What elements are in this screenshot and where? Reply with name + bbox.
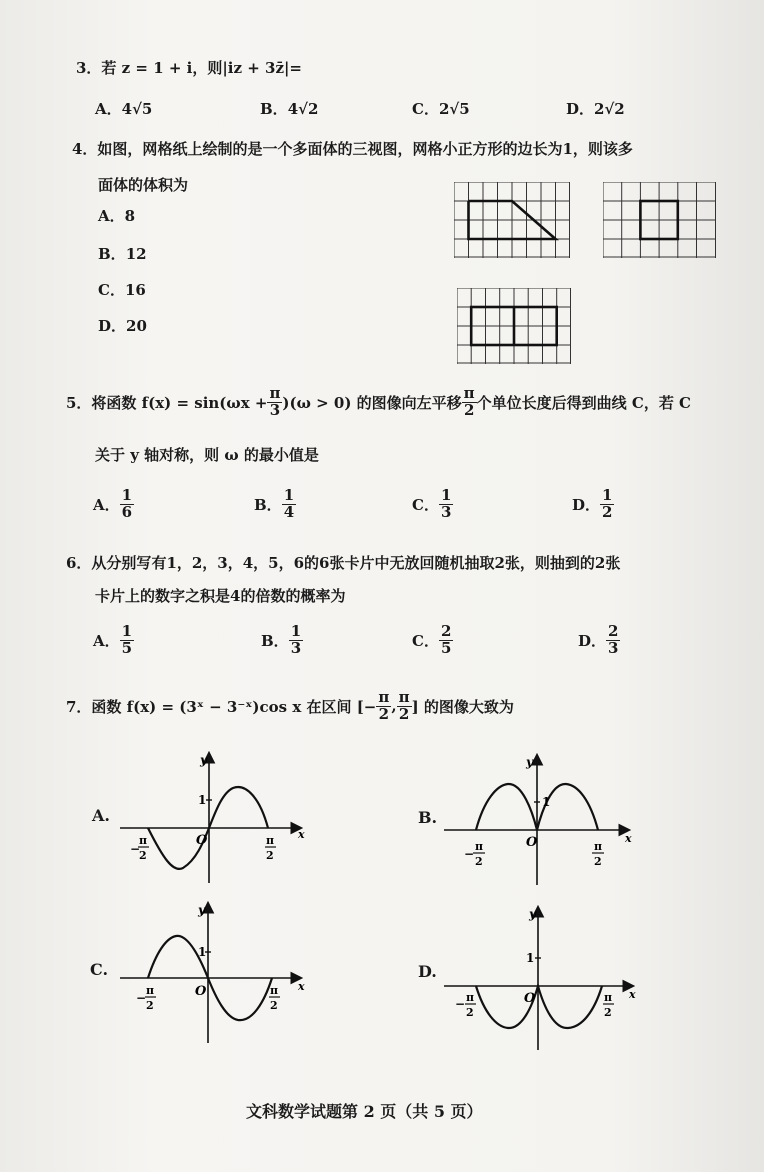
q6-stem-line1: 6．从分别写有1，2，3，4，5，6的6张卡片中无放回随机抽取2张，则抽到的2张 bbox=[66, 554, 621, 572]
q6-option-d: D． $\frac{2}{3}$ bbox=[578, 622, 619, 657]
q7-graph-a-label: A. bbox=[92, 806, 110, 825]
svg-text:x: x bbox=[298, 828, 305, 841]
q4-option-a: A．8 bbox=[98, 207, 136, 225]
q7-graph-d-label: D. bbox=[418, 962, 437, 981]
svg-text:π: π bbox=[475, 840, 484, 853]
svg-text:π: π bbox=[146, 984, 155, 997]
q7-graph-d bbox=[442, 902, 638, 1052]
svg-text:O: O bbox=[526, 835, 538, 850]
q3-option-d: D．2√2 bbox=[566, 100, 625, 118]
svg-text:O: O bbox=[195, 984, 207, 999]
q7-stem: 7．函数 f(x) = (3ˣ − 3⁻ˣ)cos x 在区间 [− $\frac{\pi}{2}$ , $\frac{\pi}{2}$ ] 的图像大致为 bbox=[66, 688, 514, 723]
q7-graph-c-label: C. bbox=[90, 960, 109, 979]
q5-fraction-pi-3: $\frac{\pi}{3}$ bbox=[269, 384, 281, 419]
q4-stem-line2: 面体的体积为 bbox=[98, 176, 189, 194]
q5-option-b: B． $\frac{1}{4}$ bbox=[254, 486, 295, 521]
svg-text:−: − bbox=[136, 991, 147, 1005]
top-view-grid bbox=[457, 288, 571, 364]
svg-text:1: 1 bbox=[198, 793, 207, 807]
q5-option-c: C． $\frac{1}{3}$ bbox=[412, 486, 452, 521]
svg-text:x: x bbox=[625, 832, 632, 845]
svg-text:x: x bbox=[629, 988, 636, 1001]
q6-option-b: B． $\frac{1}{3}$ bbox=[261, 622, 302, 657]
q3-stem: 3．若 z = 1 + i，则|iz + 3z̄|= bbox=[76, 59, 303, 77]
svg-text:2: 2 bbox=[266, 849, 274, 862]
svg-text:2: 2 bbox=[594, 855, 602, 868]
q4-stem-line1: 4．如图，网格纸上绘制的是一个多面体的三视图，网格小正方形的边长为1，则该多 bbox=[72, 140, 633, 158]
q7-graph-a bbox=[118, 748, 308, 888]
q5-option-a: A． $\frac{1}{6}$ bbox=[93, 486, 133, 521]
q3-option-a: A．4√5 bbox=[95, 100, 153, 118]
q4-option-b: B．12 bbox=[98, 245, 147, 263]
svg-text:π: π bbox=[270, 984, 279, 997]
svg-text:1: 1 bbox=[542, 795, 551, 809]
svg-text:π: π bbox=[139, 834, 148, 847]
svg-text:π: π bbox=[594, 840, 603, 853]
svg-text:1: 1 bbox=[526, 951, 535, 965]
q7-graph-b bbox=[442, 750, 634, 890]
q6-option-c: C． $\frac{2}{5}$ bbox=[412, 622, 452, 657]
side-view-grid bbox=[603, 182, 716, 258]
q7-graph-b-label: B. bbox=[418, 808, 438, 827]
svg-text:−: − bbox=[130, 842, 141, 856]
q4-option-c: C．16 bbox=[98, 281, 146, 299]
q6-stem-line2: 卡片上的数字之积是4的倍数的概率为 bbox=[95, 587, 346, 605]
page-footer: 文科数学试题第 2 页（共 5 页） bbox=[246, 1102, 483, 1121]
svg-text:2: 2 bbox=[604, 1006, 612, 1019]
svg-text:−: − bbox=[464, 847, 475, 861]
svg-text:x: x bbox=[298, 980, 305, 993]
svg-text:2: 2 bbox=[146, 999, 154, 1012]
svg-text:O: O bbox=[524, 991, 536, 1006]
q7-graph-c bbox=[118, 898, 308, 1046]
svg-text:O: O bbox=[196, 833, 208, 848]
svg-text:π: π bbox=[266, 834, 275, 847]
svg-text:y: y bbox=[198, 903, 205, 917]
q5-option-d: D． $\frac{1}{2}$ bbox=[572, 486, 613, 521]
q6-option-a: A． $\frac{1}{5}$ bbox=[93, 622, 133, 657]
svg-text:π: π bbox=[604, 991, 613, 1004]
svg-text:2: 2 bbox=[270, 999, 278, 1012]
svg-text:2: 2 bbox=[475, 855, 483, 868]
svg-text:y: y bbox=[526, 755, 533, 769]
svg-text:2: 2 bbox=[466, 1006, 474, 1019]
front-view-grid bbox=[454, 182, 570, 258]
q5-stem-line1: 5．将函数 f(x) = sin(ωx + $\frac{\pi}{3}$ )(ω > 0) 的图像向左平移 $\frac{\pi}{2}$ 个单位长度后得到曲线 C，若 C bbox=[66, 384, 691, 419]
svg-text:y: y bbox=[200, 753, 207, 767]
q3-option-b: B．4√2 bbox=[260, 100, 319, 118]
q5-stem-line2: 关于 y 轴对称，则 ω 的最小值是 bbox=[95, 446, 319, 464]
q4-option-d: D．20 bbox=[98, 317, 147, 335]
svg-text:1: 1 bbox=[198, 945, 207, 959]
q5-fraction-pi-2: $\frac{\pi}{2}$ bbox=[463, 384, 475, 419]
svg-text:π: π bbox=[466, 991, 475, 1004]
svg-text:−: − bbox=[455, 997, 466, 1011]
svg-text:y: y bbox=[529, 907, 536, 921]
q3-option-c: C．2√5 bbox=[412, 100, 470, 118]
svg-text:2: 2 bbox=[139, 849, 147, 862]
